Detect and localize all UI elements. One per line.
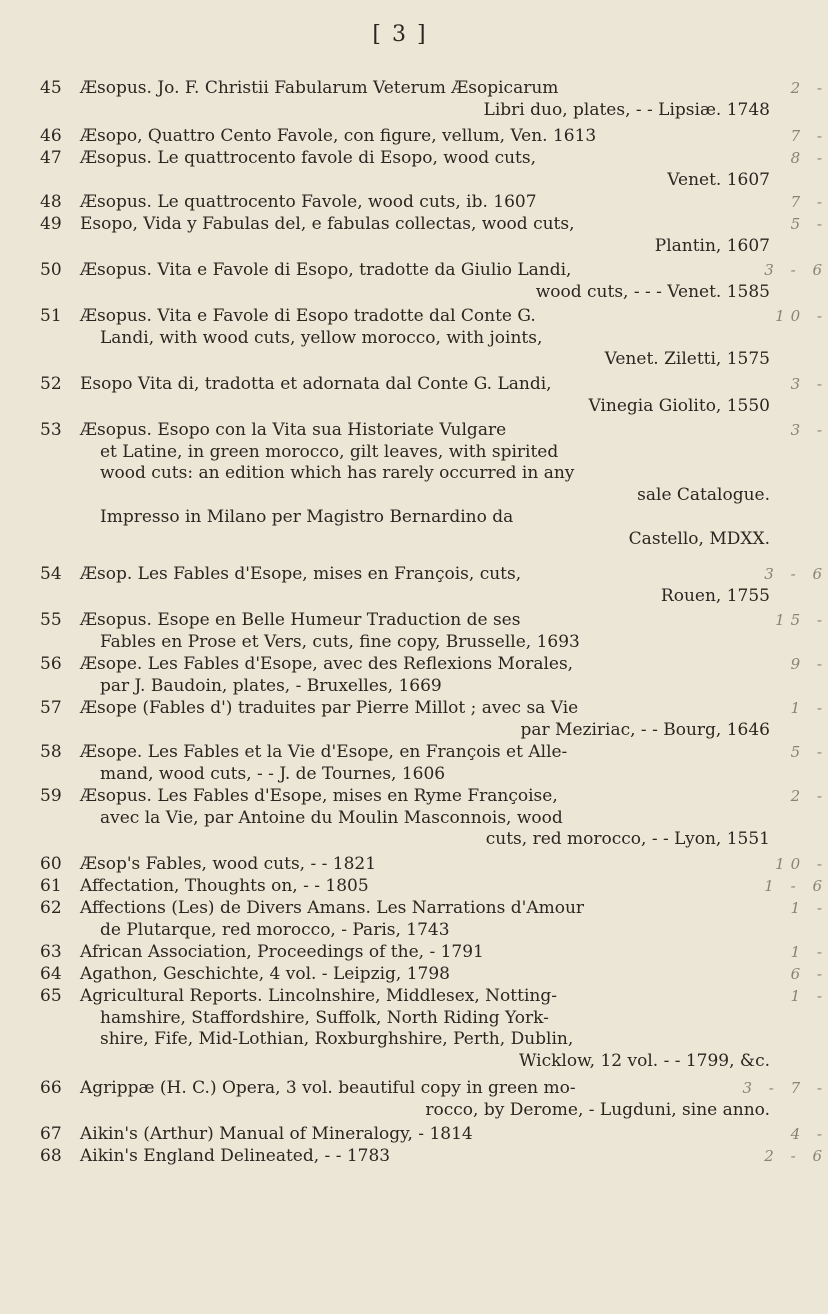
entry-number: 68 [40,1146,62,1166]
entry-price: 9 - [790,655,828,673]
entry-number: 63 [40,942,62,962]
entry-price: 7 - [790,193,828,211]
catalogue-entry [40,786,828,851]
entry-line: par Meziriac, - - Bourg, 1646 [520,719,770,740]
entry-line: Æsopus. Le quattrocento favole di Esopo, wood cuts, [80,148,537,168]
entry-line: et Latine, in green morocco, gilt leaves, with spirited [100,441,559,462]
catalogue-entry [40,742,828,785]
entry-line: Libri duo, plates, - - Lipsiæ. 1748 [483,99,770,120]
entry-number: 50 [40,260,62,280]
entry-price: 5 - [790,215,828,233]
entry-line: Æsope. Les Fables et la Vie d'Esope, en François et Alle- [80,742,568,762]
catalogue-entry [40,420,828,550]
entry-number: 51 [40,306,62,326]
entry-line: par J. Baudoin, plates, - Bruxelles, 1669 [100,675,442,696]
entry-line: Æsop. Les Fables d'Esope, mises en François, cuts, [80,564,522,584]
entry-line: Vinegia Giolito, 1550 [588,395,770,416]
entry-line: Rouen, 1755 [660,585,770,606]
entry-line: Æsopus. Le quattrocento Favole, wood cuts, ib. 1607 [80,192,537,212]
entry-line: Venet. Ziletti, 1575 [604,349,770,370]
entry-price: 2 - [790,79,828,97]
entry-line: Agricultural Reports. Lincolnshire, Middlesex, Notting- [80,986,557,1006]
entry-line: wood cuts, - - - Venet. 1585 [535,281,770,302]
entry-line: Affectation, Thoughts on, - - 1805 [80,876,369,896]
entry-line: shire, Fife, Mid-Lothian, Roxburghshire, Perth, Dublin, [100,1029,574,1050]
entry-line: avec la Vie, par Antoine du Moulin Masconnois, wood [100,807,563,828]
entry-line: rocco, by Derome, - Lugduni, sine anno. [425,1099,770,1120]
entry-price: 3 - [790,375,828,393]
entry-number: 45 [40,78,62,98]
entry-price: 3 - 6 [764,261,828,279]
entry-price: 4 - [790,1125,828,1143]
entry-line: mand, wood cuts, - - J. de Tournes, 1606 [100,763,446,784]
entry-line: Esopo Vita di, tradotta et adornata dal Conte G. Landi, [80,374,552,394]
entry-price: 15 - [775,611,828,629]
entry-line: Æsopus. Vita e Favole di Esopo, tradotte da Giulio Landi, [80,260,572,280]
entry-line: Landi, with wood cuts, yellow morocco, with joints, [100,327,543,348]
entry-number: 48 [40,192,62,212]
entry-line: Castello, MDXX. [628,528,770,549]
entry-number: 67 [40,1124,62,1144]
catalogue-entry [40,964,828,986]
catalogue-entry [40,78,828,121]
entry-price: 5 - [790,743,828,761]
entry-line: Æsope (Fables d') traduites par Pierre Millot ; avec sa Vie [80,698,579,718]
entry-line: African Association, Proceedings of the, - 1791 [80,942,484,962]
entry-price: 2 - 6 [764,1147,828,1165]
entry-price: 3 - 7 - [742,1079,828,1097]
entry-line: Æsopus. Esopo con la Vita sua Historiate Vulgare [80,420,507,440]
entry-line: Agrippæ (H. C.) Opera, 3 vol. beautiful copy in green mo- [80,1078,576,1098]
entry-line: Æsope. Les Fables d'Esope, avec des Reflexions Morales, [80,654,574,674]
entry-number: 49 [40,214,62,234]
entry-line: Æsopus. Vita e Favole di Esopo tradotte dal Conte G. [80,306,536,326]
entry-number: 62 [40,898,62,918]
entry-price: 6 - [790,965,828,983]
entry-price: 1 - [790,699,828,717]
catalogue-entry [40,260,828,303]
catalogue-entry [40,876,828,898]
entry-line: Æsopus. Jo. F. Christii Fabularum Veterum Æsopicarum [80,78,559,98]
entry-line: Agathon, Geschichte, 4 vol. - Leipzig, 1798 [80,964,450,984]
entry-number: 56 [40,654,62,674]
catalogue-entry [40,854,828,876]
catalogue-entry [40,564,828,607]
catalogue-entry [40,1124,828,1146]
entry-number: 52 [40,374,62,394]
entry-line: Esopo, Vida y Fabulas del, e fabulas collectas, wood cuts, [80,214,575,234]
catalogue-entry [40,126,828,148]
entry-number: 57 [40,698,62,718]
catalogue-entry [40,306,828,371]
entry-line: Æsop's Fables, wood cuts, - - 1821 [80,854,377,874]
entry-price: 10 - [775,855,828,873]
entry-number: 65 [40,986,62,1006]
catalogue-entry [40,214,828,257]
catalogue-entry [40,698,828,741]
catalogue-entry [40,1078,828,1121]
entry-number: 66 [40,1078,62,1098]
entry-price: 3 - 6 [764,565,828,583]
entry-number: 58 [40,742,62,762]
entry-price: 3 - [790,421,828,439]
catalogue-entry [40,148,828,191]
entry-number: 60 [40,854,62,874]
entry-number: 54 [40,564,62,584]
entry-line: Impresso in Milano per Magistro Bernardino da [100,506,514,527]
catalogue-entry [40,898,828,941]
entry-line: Aikin's England Delineated, - - 1783 [80,1146,391,1166]
entry-line: sale Catalogue. [637,485,770,506]
entry-number: 53 [40,420,62,440]
entry-line: Aikin's (Arthur) Manual of Mineralogy, - 1814 [80,1124,473,1144]
entry-line: Plantin, 1607 [654,235,770,256]
catalogue-entry [40,986,828,1073]
entry-number: 46 [40,126,62,146]
entry-line: hamshire, Staffordshire, Suffolk, North Riding York- [100,1007,549,1028]
entry-price: 1 - [790,987,828,1005]
entry-line: Æsopus. Esope en Belle Humeur Traduction de ses [80,610,521,630]
entry-line: Affections (Les) de Divers Amans. Les Narrations d'Amour [80,898,585,918]
entry-line: Venet. 1607 [667,169,770,190]
entry-price: 7 - [790,127,828,145]
catalogue-entry [40,1146,828,1168]
entry-price: 1 - [790,899,828,917]
entry-price: 1 - 6 [764,877,828,895]
entry-line: cuts, red morocco, - - Lyon, 1551 [485,829,770,850]
entry-line: Fables en Prose et Vers, cuts, fine copy, Brusselle, 1693 [100,631,580,652]
entry-line: de Plutarque, red morocco, - Paris, 1743 [100,919,450,940]
entry-price: 10 - [775,307,828,325]
page-number: [ 3 ] [372,22,428,47]
entry-number: 47 [40,148,62,168]
entry-number: 59 [40,786,62,806]
entry-number: 61 [40,876,62,896]
catalogue-entry [40,192,828,214]
entry-line: Wicklow, 12 vol. - - 1799, &c. [519,1051,770,1072]
catalogue-entry [40,654,828,697]
entry-price: 2 - [790,787,828,805]
entry-line: Æsopo, Quattro Cento Favole, con figure, vellum, Ven. 1613 [80,126,597,146]
catalogue-entry [40,374,828,417]
entry-price: 1 - [790,943,828,961]
entry-line: Æsopus. Les Fables d'Esope, mises en Ryme Françoise, [80,786,558,806]
entry-number: 64 [40,964,62,984]
entry-number: 55 [40,610,62,630]
catalogue-entry [40,942,828,964]
entry-line: wood cuts: an edition which has rarely occurred in any [100,463,575,484]
entry-price: 8 - [790,149,828,167]
catalogue-entry [40,610,828,653]
